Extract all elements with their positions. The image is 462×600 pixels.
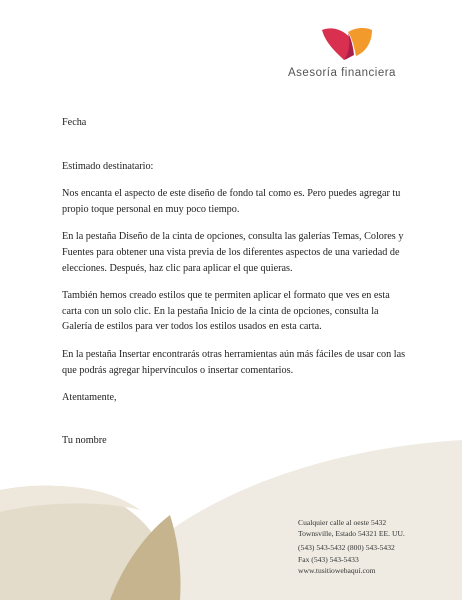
brand-logo-icon [318,24,374,64]
phone-numbers: (543) 543-5432 (800) 543-5432 [298,543,395,553]
contact-block [298,517,458,576]
letter-closing: Atentamente, [62,392,117,404]
brand-name: Asesoría financiera [288,67,396,79]
letter-paragraph-4: En la pestaña Insertar encontrarás otras herramientas aún más fáciles de usar con las que podrás agregar hipervínculos o insertar comentarios. [62,348,406,376]
address-line-2: Townsville, Estado 54321 EE. UU. [298,529,405,539]
website-link[interactable]: www.tusitiowebaquí.com [298,565,376,575]
letter-date: Fecha [62,117,87,128]
letter-greeting: Estimado destinatario: [62,160,154,172]
letter-body [62,115,407,448]
address-line-1: Cualquier calle al oeste 5432 [298,518,387,527]
letter-paragraph-1: Nos encanta el aspecto de este diseño de fondo tal como es. Pero puedes agregar tu propio toque personal en muy poco tiempo. [62,188,401,215]
fax-number: Fax (543) 543-5433 [298,554,359,564]
letter-signature: Tu nombre [62,434,107,446]
letter-paragraph-3: También hemos creado estilos que te permiten aplicar el formato que ves en esta carta con un solo clic. En la pestaña Inicio de la cinta de opciones, consulta la Galería de estilos para ver todos los estilos usados en esta carta. [62,290,390,333]
logo-magenta-petal [322,28,351,60]
letter-paragraph-2: En la pestaña Diseño de la cinta de opciones, consulta las galerías Temas, Colores y Fuentes para obtener una vista previa de los diferentes aspectos de una variedad de elecciones. Después, haz clic para aplicar el que quieras. [62,231,404,274]
